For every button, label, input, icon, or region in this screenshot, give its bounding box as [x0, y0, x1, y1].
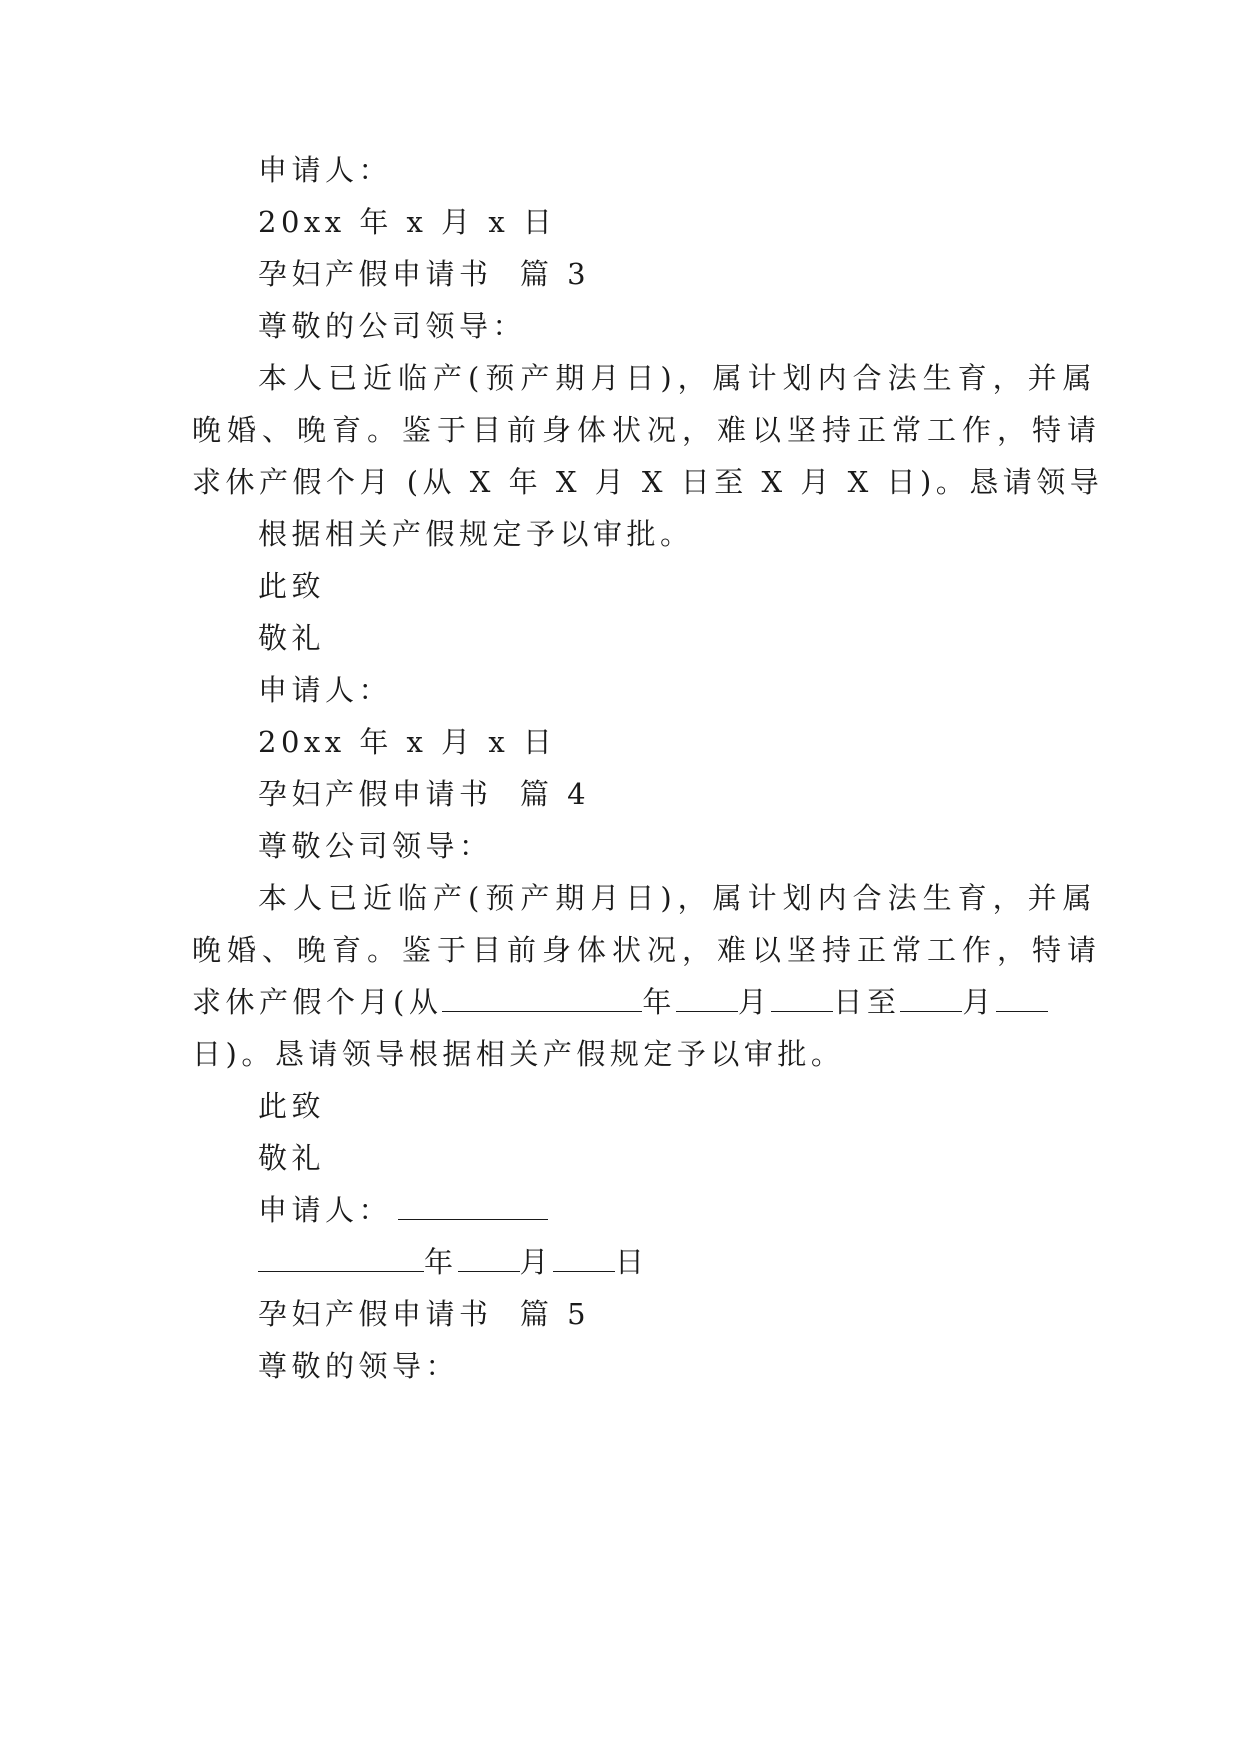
text-segment: 月 [737, 985, 772, 1019]
salutation: 尊敬的领导： [258, 1349, 460, 1383]
text-segment: 求休产假个月(从 [192, 985, 443, 1019]
body-line: 日)。恳请领导根据相关产假规定予以审批。 [192, 1037, 845, 1071]
text-segment: 日至 [833, 985, 901, 1019]
text-segment: 月 [962, 985, 996, 1019]
signature-label: 申请人： [258, 1193, 393, 1227]
body-line: 本人已近临产(预产期月日)，属计划内合法生育，并属 [258, 361, 1098, 395]
body-line: 晚婚、晚育。鉴于目前身体状况，难以坚持正常工作，特请 [192, 933, 1103, 967]
salutation: 尊敬公司领导： [258, 829, 493, 863]
blank-field [676, 985, 738, 1012]
signature-label: 申请人： [258, 673, 393, 707]
section-title: 孕妇产假申请书 篇 5 [258, 1297, 591, 1331]
closing-line: 敬礼 [258, 621, 326, 655]
blank-field [900, 985, 962, 1012]
blank-field [553, 1245, 615, 1272]
blank-field [442, 985, 642, 1012]
section-title: 孕妇产假申请书 篇 4 [258, 777, 591, 811]
body-line: 求休产假个月 (从 X 年 X 月 X 日至 X 月 X 日)。恳请领导 [192, 465, 1104, 499]
text-segment: 月 [519, 1245, 554, 1279]
blank-field [771, 985, 833, 1012]
section-title: 孕妇产假申请书 篇 3 [258, 257, 591, 291]
signature-label: 申请人： [258, 153, 393, 187]
date-line-blanks [258, 1244, 649, 1280]
text-segment: 日 [615, 1245, 649, 1279]
date-line: 20xx 年 x 月 x 日 [258, 205, 557, 239]
body-line: 本人已近临产(预产期月日)，属计划内合法生育，并属 [258, 881, 1098, 915]
body-line: 根据相关产假规定予以审批。 [258, 517, 694, 551]
date-line: 20xx 年 x 月 x 日 [258, 725, 557, 759]
closing-line: 敬礼 [258, 1141, 326, 1175]
text-segment: 年 [424, 1245, 458, 1279]
salutation: 尊敬的公司领导： [258, 309, 527, 343]
closing-line: 此致 [258, 569, 326, 603]
closing-line: 此致 [258, 1089, 326, 1123]
body-line: 晚婚、晚育。鉴于目前身体状况，难以坚持正常工作，特请 [192, 413, 1103, 447]
blank-field [258, 1245, 424, 1272]
signature-blank [398, 1193, 548, 1220]
body-line-with-blanks [192, 984, 1048, 1020]
blank-field [458, 1245, 520, 1272]
text-segment: 年 [642, 985, 676, 1019]
blank-field [996, 985, 1048, 1012]
signature-line [258, 1192, 548, 1228]
